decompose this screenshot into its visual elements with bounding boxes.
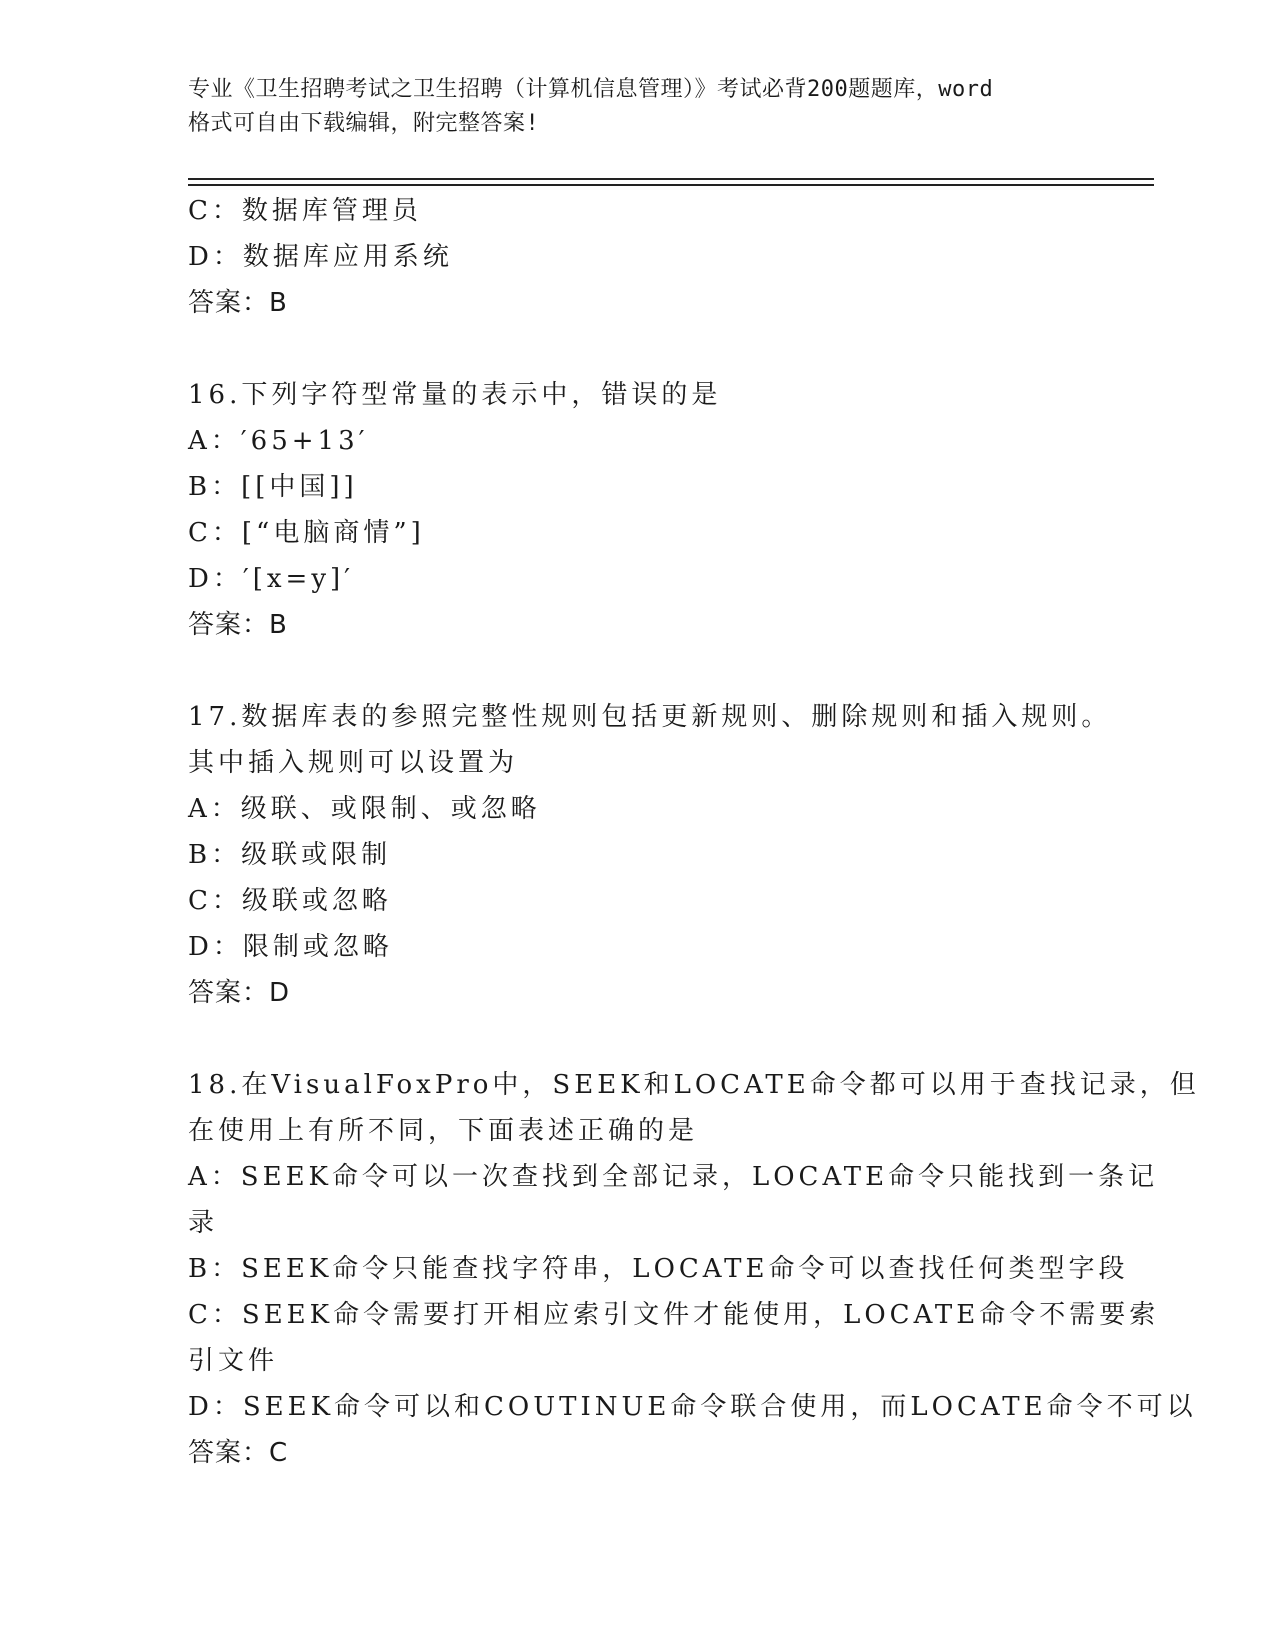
- header-divider-bottom: [188, 184, 1154, 186]
- q16-question: 16.下列字符型常量的表示中，错误的是: [188, 380, 722, 410]
- document-body: [188, 188, 1200, 1476]
- q17-question-line-2: 其中插入规则可以设置为: [188, 748, 519, 778]
- q18-option-c-line-1: C：SEEK命令需要打开相应索引文件才能使用，LOCATE命令不需要索: [188, 1300, 1160, 1330]
- q16-option-d: D：′[x=y]′: [188, 564, 355, 594]
- spacer: [188, 648, 1088, 694]
- q16-answer: 答案：B: [188, 610, 288, 640]
- q18-answer: 答案：C: [188, 1438, 289, 1468]
- q18-option-c-line-2: 引文件: [188, 1346, 279, 1376]
- q18-option-d: D：SEEK命令可以和COUTINUE命令联合使用，而LOCATE命令不可以: [188, 1392, 1197, 1422]
- document-header: [188, 73, 1088, 141]
- q17-answer: 答案：D: [188, 978, 291, 1008]
- q18-question-line-2: 在使用上有所不同，下面表述正确的是: [188, 1116, 699, 1146]
- q18-option-a-line-1: A：SEEK命令可以一次查找到全部记录，LOCATE命令只能找到一条记: [188, 1162, 1159, 1192]
- q17-option-a: A：级联、或限制、或忽略: [188, 794, 541, 824]
- q16-option-c: C：[“电脑商情”]: [188, 518, 425, 548]
- q18-option-a-line-2: 录: [188, 1208, 219, 1238]
- header-line-1: 专业《卫生招聘考试之卫生招聘（计算机信息管理）》考试必背200题题库，word: [188, 77, 994, 102]
- q16-option-b: B：[[中国]]: [188, 472, 358, 502]
- q18-option-b: B：SEEK命令只能查找字符串，LOCATE命令可以查找任何类型字段: [188, 1254, 1129, 1284]
- q18-question-line-1: 18.在VisualFoxPro中，SEEK和LOCATE命令都可以用于查找记录，但: [188, 1070, 1200, 1100]
- q17-option-d: D：限制或忽略: [188, 932, 393, 962]
- q17-option-c: C：级联或忽略: [188, 886, 392, 916]
- spacer: [188, 1016, 1088, 1062]
- q16-option-a: A：′65+13′: [188, 426, 369, 456]
- header-divider-top: [188, 178, 1154, 180]
- q17-question-line-1: 17.数据库表的参照完整性规则包括更新规则、删除规则和插入规则。: [188, 702, 1112, 732]
- spacer: [188, 326, 1088, 372]
- q15-option-d: D：数据库应用系统: [188, 242, 453, 272]
- q15-option-c: C：数据库管理员: [188, 196, 422, 226]
- q17-option-b: B：级联或限制: [188, 840, 392, 870]
- q15-answer: 答案：B: [188, 288, 288, 318]
- header-line-2: 格式可自由下载编辑，附完整答案!: [188, 111, 540, 136]
